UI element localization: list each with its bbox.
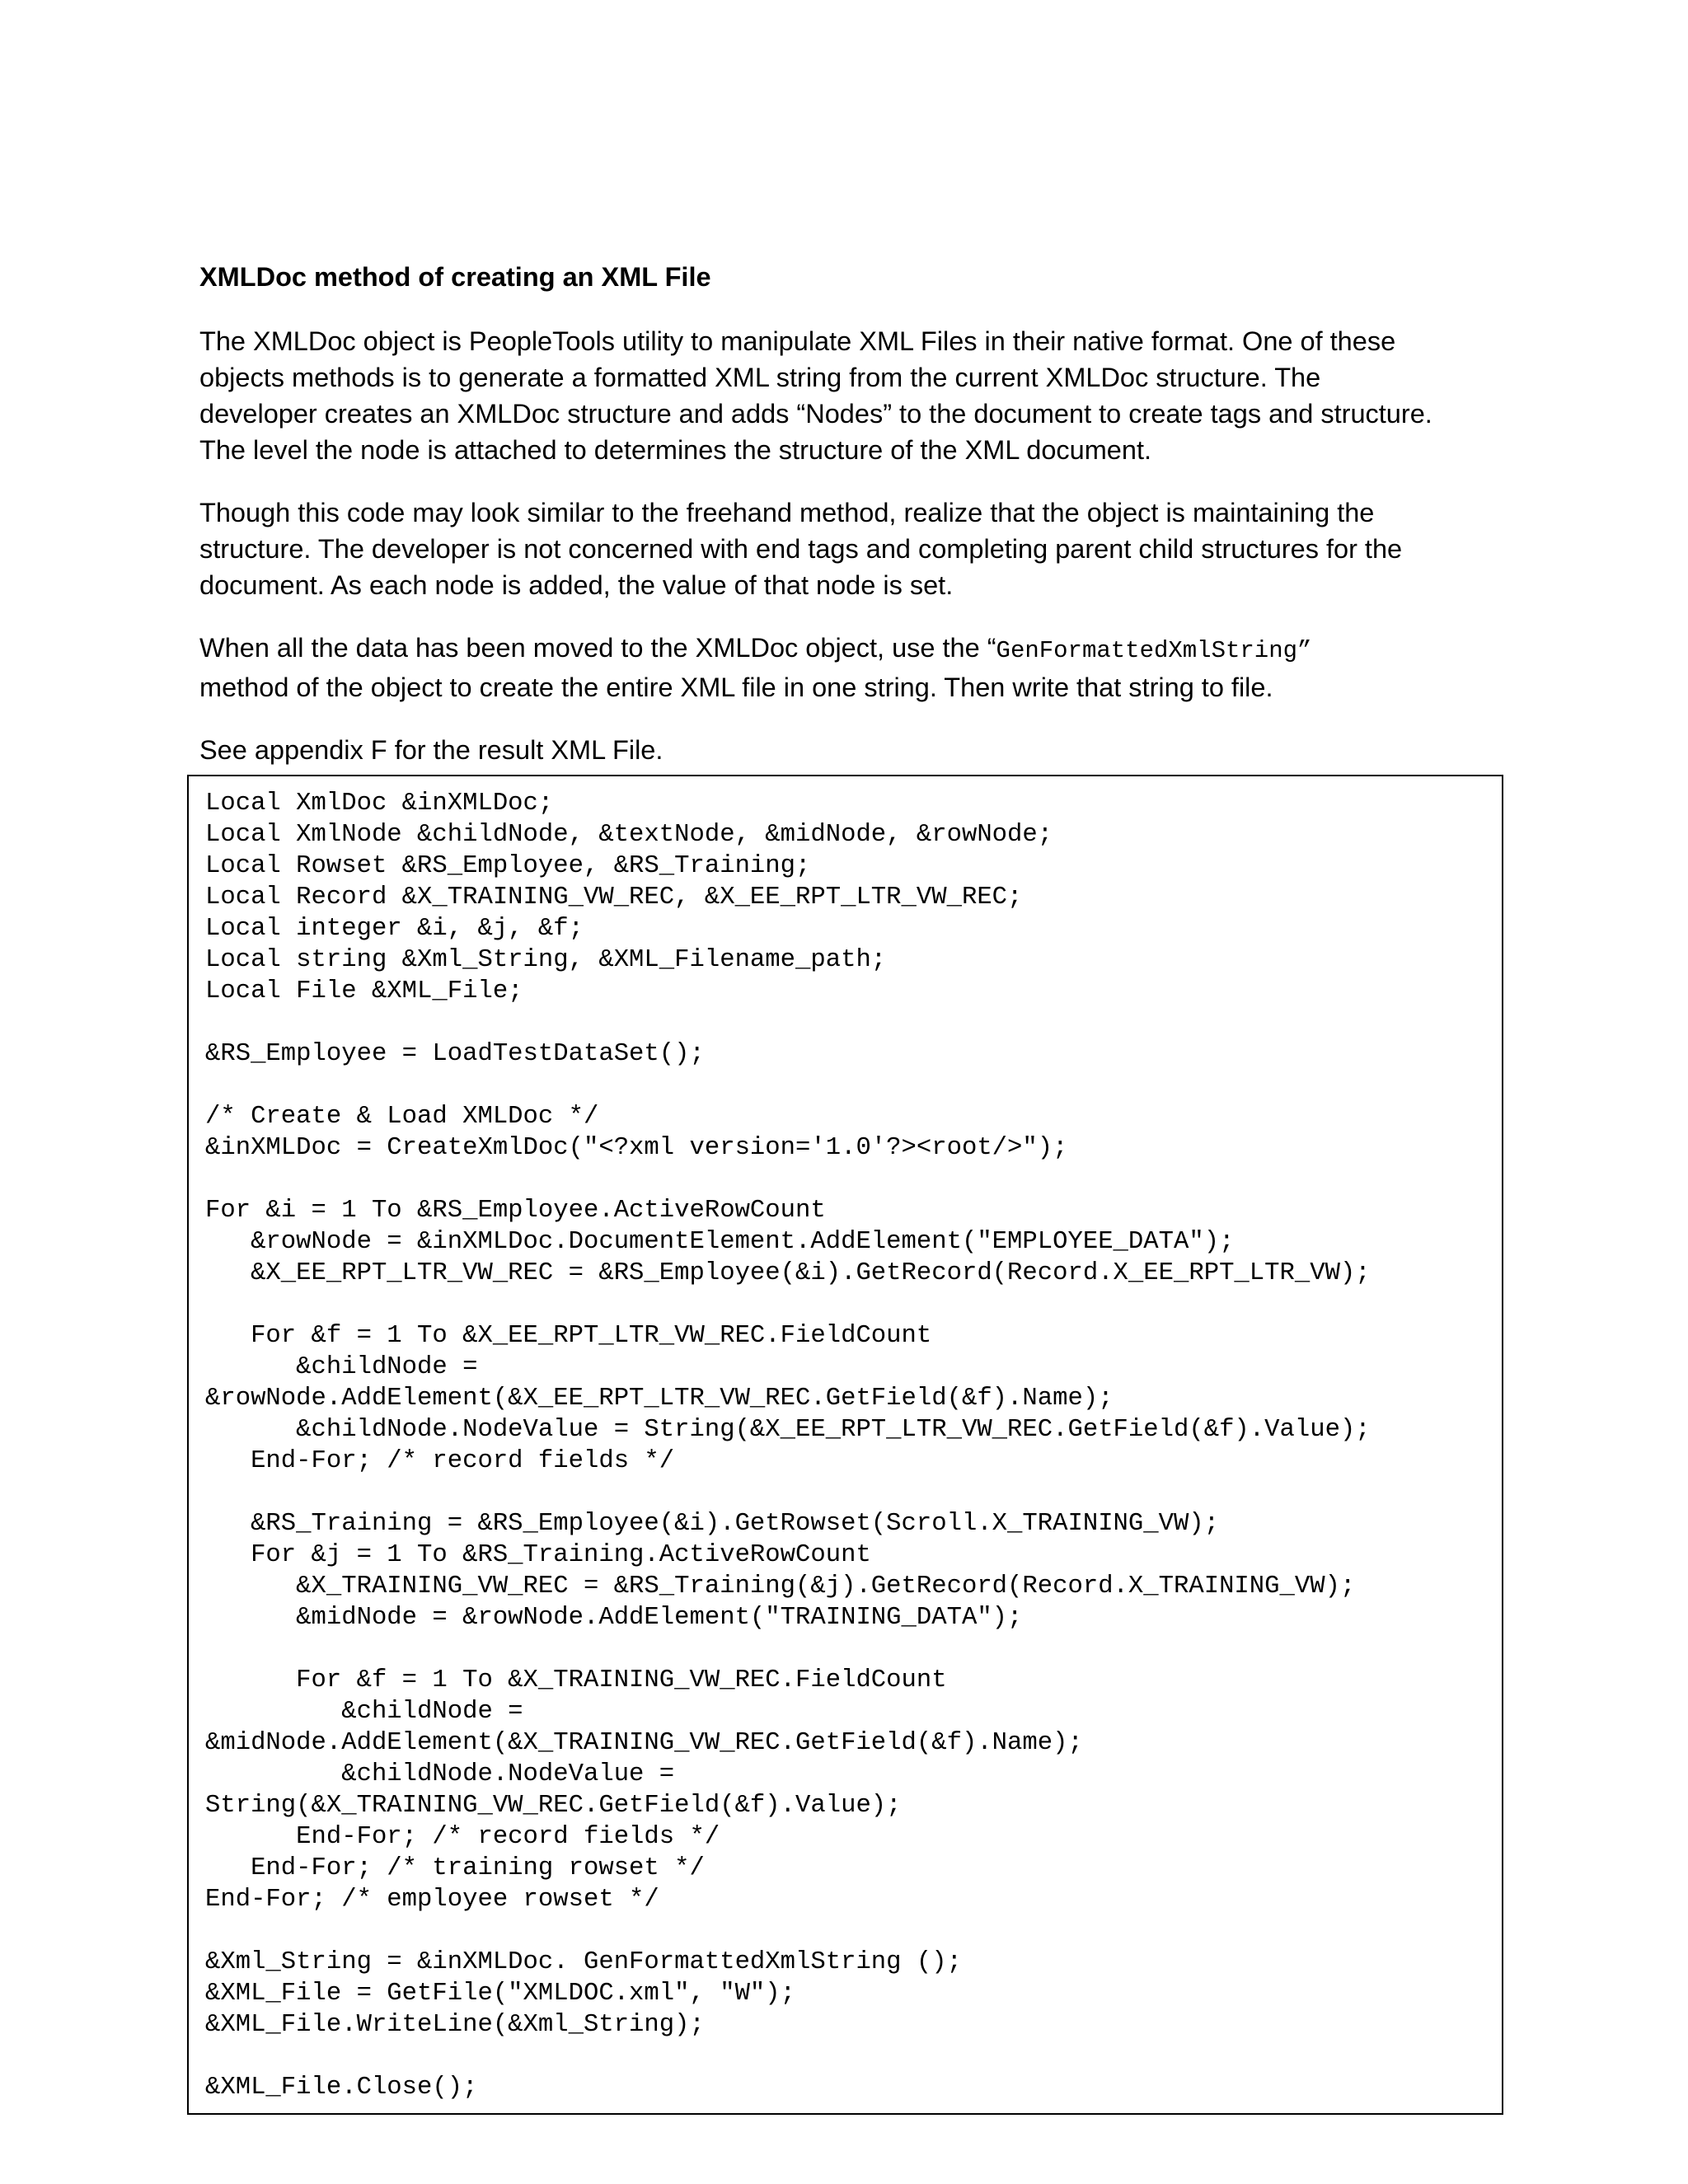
text-line [199,630,1502,669]
text-line: The level the node is attached to determines the structure of the XML document. [199,435,1152,465]
code-listing-box [187,775,1503,2115]
text-line: developer creates an XMLDoc structure and adds “Nodes” to the document to create tags and structure. [199,399,1432,429]
code-line: &rowNode.AddElement(&X_EE_RPT_LTR_VW_REC.GetField(&f).Name); [205,1385,1114,1413]
code-line: Local Rowset &RS_Employee, &RS_Training; [205,852,811,880]
code-line: &childNode = [205,1353,478,1381]
code-line [205,1289,1371,1320]
code-line: &XML_File = GetFile("XMLDOC.xml", "W"); [205,1980,796,2008]
document-body [199,257,1502,768]
code-line: Local XmlDoc &inXMLDoc; [205,790,554,818]
code-line [205,1007,1371,1038]
paragraph-appendix-ref: See appendix F for the result XML File. [199,735,663,765]
code-line: &X_TRAINING_VW_REC = &RS_Training(&j).GetRecord(Record.X_TRAINING_VW); [205,1572,1356,1601]
code-line: &childNode.NodeValue = String(&X_EE_RPT_LTR_VW_REC.GetField(&f).Value); [205,1416,1371,1444]
text-fragment: When all the data has been moved to the XMLDoc object, use the “ [199,633,996,663]
code-line: String(&X_TRAINING_VW_REC.GetField(&f).Value); [205,1792,902,1820]
paragraph-xmldoc-intro [199,323,1502,468]
paragraph-structure-note [199,494,1502,603]
text-line: Though this code may look similar to the freehand method, realize that the object is maintaining the [199,498,1375,527]
code-line: End-For; /* training rowset */ [205,1854,705,1882]
code-line: &inXMLDoc = CreateXmlDoc("<?xml version='1.0'?><root/>"); [205,1134,1068,1162]
code-line: &RS_Employee = LoadTestDataSet(); [205,1040,705,1068]
code-line: Local File &XML_File; [205,977,523,1005]
inline-code: GenFormattedXmlString” [996,637,1312,664]
code-line: &XML_File.Close(); [205,2074,478,2102]
code-line: Local Record &X_TRAINING_VW_REC, &X_EE_RPT_LTR_VW_REC; [205,883,1023,912]
code-line: &X_EE_RPT_LTR_VW_REC = &RS_Employee(&i).GetRecord(Record.X_EE_RPT_LTR_VW); [205,1259,1371,1287]
code-line: For &i = 1 To &RS_Employee.ActiveRowCount [205,1197,826,1225]
code-line: Local string &Xml_String, &XML_Filename_path; [205,946,887,974]
code-line [205,1633,1371,1665]
paragraph-genformatted [199,630,1502,705]
code-line: &childNode.NodeValue = [205,1760,675,1788]
code-line [205,1164,1371,1195]
code-line: End-For; /* employee rowset */ [205,1886,659,1914]
section-heading: XMLDoc method of creating an XML File [199,262,711,292]
text-line: method of the object to create the entire XML file in one string. Then write that string to file. [199,673,1273,702]
code-line: &midNode = &rowNode.AddElement("TRAINING_DATA"); [205,1604,1023,1632]
code-line: &childNode = [205,1698,523,1726]
code-line: &RS_Training = &RS_Employee(&i).GetRowset(Scroll.X_TRAINING_VW); [205,1510,1220,1538]
code-line [205,1915,1371,1947]
code-listing [205,788,1371,2103]
code-line: &rowNode = &inXMLDoc.DocumentElement.AddElement("EMPLOYEE_DATA"); [205,1228,1235,1256]
code-line [205,1070,1371,1101]
code-line: Local XmlNode &childNode, &textNode, &midNode, &rowNode; [205,821,1053,849]
code-line: End-For; /* record fields */ [205,1447,675,1475]
code-line: End-For; /* record fields */ [205,1823,720,1851]
text-line: objects methods is to generate a formatted XML string from the current XMLDoc structure. The [199,363,1321,392]
code-line [205,2041,1371,2072]
code-line: Local integer &i, &j, &f; [205,915,584,943]
code-line [205,1477,1371,1508]
code-line: /* Create & Load XMLDoc */ [205,1103,599,1131]
code-line: &XML_File.WriteLine(&Xml_String); [205,2011,705,2039]
text-line: The XMLDoc object is PeopleTools utility to manipulate XML Files in their native format. One of these [199,326,1396,356]
code-line: For &f = 1 To &X_EE_RPT_LTR_VW_REC.FieldCount [205,1322,932,1350]
code-line: For &f = 1 To &X_TRAINING_VW_REC.FieldCount [205,1666,947,1694]
code-line: &Xml_String = &inXMLDoc. GenFormattedXmlString (); [205,1948,962,1976]
code-line: &midNode.AddElement(&X_TRAINING_VW_REC.GetField(&f).Name); [205,1729,1083,1757]
code-line: For &j = 1 To &RS_Training.ActiveRowCount [205,1541,871,1569]
text-line: document. As each node is added, the value of that node is set. [199,570,954,600]
text-line: structure. The developer is not concerned with end tags and completing parent child structures for the [199,534,1403,564]
